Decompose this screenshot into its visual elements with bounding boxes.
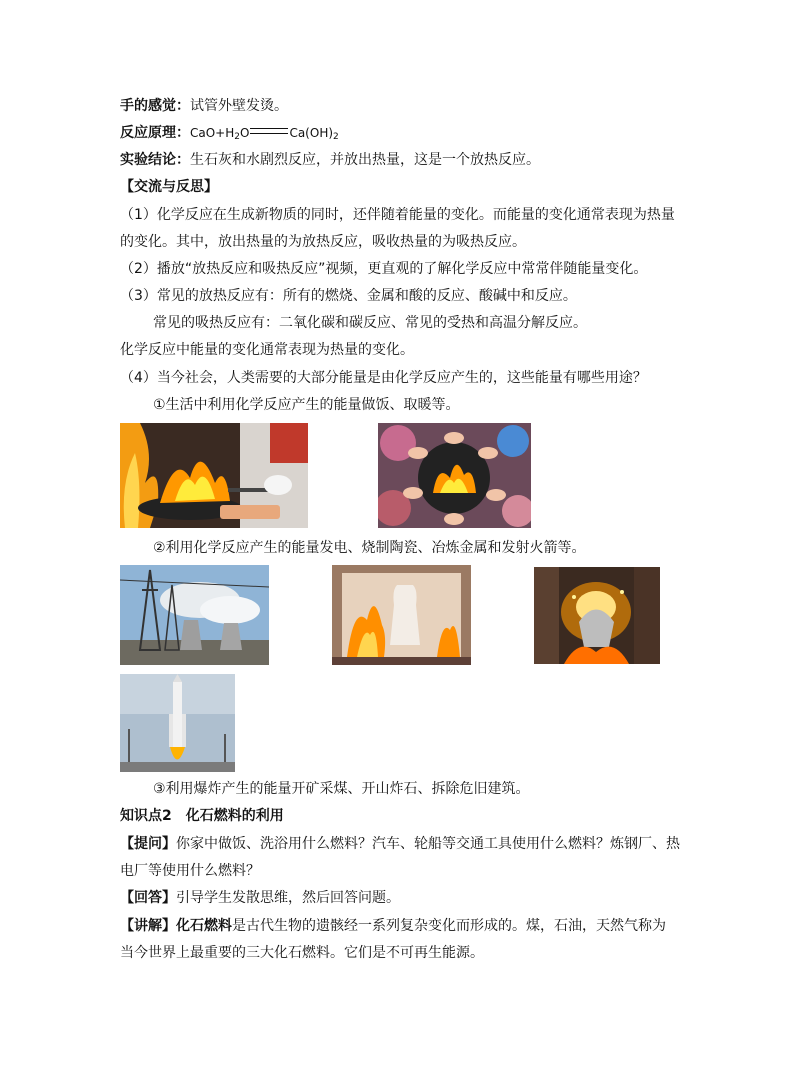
reaction-principle-label: 反应原理：: [120, 125, 190, 141]
paragraph-1b: 的变化。其中，放出热量的为放热反应，吸收热量的为吸热反应。: [120, 234, 526, 250]
paragraph-3a: （3）常见的放热反应有：所有的燃烧、金属和酸的反应、酸碱中和反应。: [120, 288, 577, 304]
explanation-term: 化石燃料: [176, 918, 232, 934]
explanation-line-a: [120, 917, 666, 935]
question-label: 【提问】: [120, 836, 176, 852]
explanation-text-a: 是古代生物的遗骸经一系列复杂变化而形成的。煤，石油，天然气称为: [232, 918, 666, 934]
paragraph-1a: （1）化学反应在生成新物质的同时，还伴随着能量的变化。而能量的变化通常表现为热量: [120, 207, 675, 223]
equation-sub-1: 2: [234, 132, 240, 142]
question-text-a: 你家中做饭、洗浴用什么燃料？汽车、轮船等交通工具使用什么燃料？炼钢厂、热: [176, 836, 680, 852]
answer-text: 引导学生发散思维，然后回答问题。: [176, 890, 400, 906]
hand-feeling-label: 手的感觉：: [120, 98, 190, 114]
explanation-label: 【讲解】: [120, 918, 176, 934]
cooking-flame-photo: [120, 423, 308, 528]
equation-double-line: [250, 128, 288, 134]
rocket-launch-photo: [120, 674, 235, 772]
paragraph-2: （2）播放“放热反应和吸热反应”视频，更直观的了解化学反应中常常伴随能量变化。: [120, 261, 648, 277]
equation-sub-2: 2: [333, 132, 339, 142]
hand-feeling-line: [120, 97, 288, 115]
section-reflect-heading: 【交流与反思】: [120, 179, 218, 195]
reaction-principle-line: [120, 124, 339, 146]
warming-hands-photo: [378, 423, 531, 528]
kiln-ceramics-photo: [332, 565, 471, 665]
equation-mid: O: [240, 126, 250, 140]
hand-feeling-text: 试管外壁发烫。: [190, 98, 288, 114]
explanation-text-b: 当今世界上最重要的三大化石燃料。它们是不可再生能源。: [120, 945, 484, 961]
use-explosion: ③利用爆炸产生的能量开矿采煤、开山炸石、拆除危旧建筑。: [153, 781, 530, 797]
use-industry-rocket: ②利用化学反应产生的能量发电、烧制陶瓷、冶炼金属和发射火箭等。: [153, 540, 586, 556]
power-plant-photo: [120, 565, 269, 665]
equation-right: Ca(OH): [289, 126, 334, 140]
conclusion-label: 实验结论：: [120, 152, 190, 168]
answer-line: [120, 889, 400, 907]
metal-smelting-photo: [534, 567, 660, 664]
conclusion-text: 生石灰和水剧烈反应，并放出热量，这是一个放热反应。: [190, 152, 540, 168]
paragraph-4: （4）当今社会，人类需要的大部分能量是由化学反应产生的，这些能量有哪些用途？: [120, 370, 647, 386]
conclusion-line: [120, 151, 540, 169]
paragraph-3b: 常见的吸热反应有：二氧化碳和碳反应、常见的受热和高温分解反应。: [153, 315, 587, 331]
answer-label: 【回答】: [120, 890, 176, 906]
question-text-b: 电厂等使用什么燃料？: [120, 863, 260, 879]
knowledge-point-2-heading: 知识点2 化石燃料的利用: [120, 808, 284, 824]
paragraph-3c: 化学反应中能量的变化通常表现为热量的变化。: [120, 342, 414, 358]
use-cooking-heating: ①生活中利用化学反应产生的能量做饭、取暖等。: [153, 397, 460, 413]
equation-left: CaO+H: [190, 126, 235, 140]
question-line-a: [120, 835, 680, 853]
